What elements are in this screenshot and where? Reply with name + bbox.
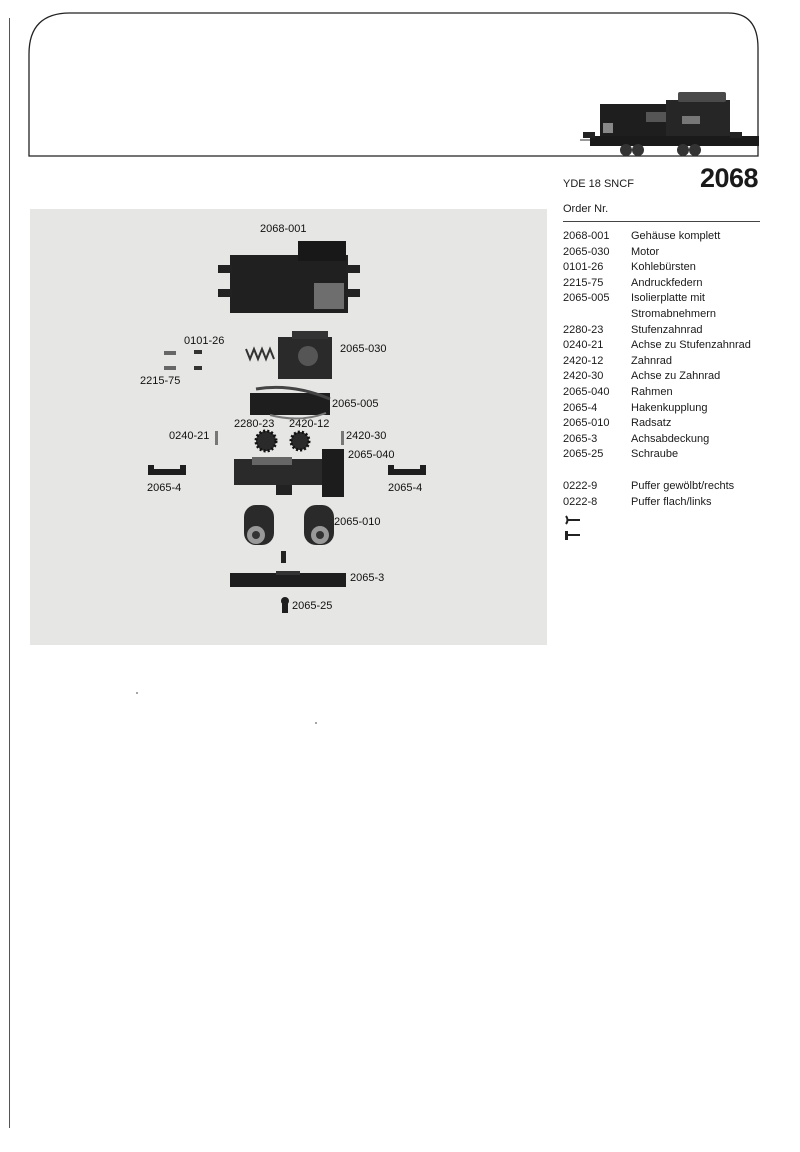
order-number-heading: Order Nr.	[563, 203, 609, 215]
callout-motor: 2065-030	[340, 343, 387, 355]
buffer-domed-icon	[566, 516, 580, 524]
part-description: Motor	[631, 245, 660, 258]
part-description: Kohlebürsten	[631, 261, 696, 274]
model-line: YDE 18 SNCF	[563, 178, 634, 190]
part-number: 0101-26	[563, 261, 604, 274]
housing-part	[218, 241, 360, 313]
callout-coupling-right: 2065-4	[388, 482, 423, 494]
callout-gear: 2420-12	[289, 418, 330, 430]
part-number: 2420-12	[563, 354, 604, 367]
callout-brushes: 0101-26	[184, 335, 225, 347]
part-number: 0222-9	[563, 479, 598, 492]
locomotive-side-icon	[580, 92, 759, 156]
parts-list-row	[563, 291, 763, 322]
binder-margin-line	[9, 18, 10, 1128]
callout-coupling-left: 2065-4	[147, 482, 182, 494]
part-number: 2420-30	[563, 370, 604, 383]
buffer-icons	[564, 515, 584, 545]
part-number: 2065-005	[563, 292, 610, 305]
parts-list-row	[563, 385, 763, 401]
scan-speck	[315, 722, 317, 724]
gear-axle-part	[341, 431, 344, 445]
parts-list-row	[563, 229, 763, 245]
parts-list-row	[563, 260, 763, 276]
parts-list-row	[563, 338, 763, 354]
part-number: 2215-75	[563, 276, 604, 289]
step-gear-axle-part	[215, 431, 218, 445]
part-description: Achsabdeckung	[631, 432, 710, 445]
parts-list-row	[563, 245, 763, 261]
part-description: Achse zu Zahnrad	[631, 370, 721, 383]
part-description: Andruckfedern	[631, 276, 703, 289]
part-number: 2065-3	[563, 432, 598, 445]
gear-part	[291, 432, 309, 450]
part-description: Schraube	[631, 448, 679, 461]
callout-springs: 2215-75	[140, 375, 181, 387]
model-number: 2068	[700, 163, 759, 193]
parts-list	[563, 229, 763, 510]
parts-list-row	[563, 276, 763, 292]
buffer-flat-icon	[565, 531, 580, 540]
part-description: Zahnrad	[631, 354, 672, 367]
motor-part	[246, 331, 332, 379]
order-heading-rule	[563, 221, 760, 222]
part-number: 0240-21	[563, 339, 604, 352]
callout-gear-axle: 2420-30	[346, 430, 387, 442]
callout-axle-cover: 2065-3	[350, 572, 385, 584]
callout-step-gear: 2280-23	[234, 418, 275, 430]
part-number: 0222-8	[563, 495, 598, 508]
callout-wheelset: 2065-010	[334, 516, 381, 528]
frame-part	[234, 449, 344, 497]
part-description: Stufenzahnrad	[631, 323, 703, 336]
part-description: Gehäuse komplett	[631, 230, 721, 242]
axle-cover-part	[230, 571, 346, 587]
part-number: 2065-25	[563, 448, 604, 461]
part-number: 2065-040	[563, 385, 610, 398]
small-screw-part	[281, 551, 286, 563]
part-number: 2065-010	[563, 417, 610, 430]
coupling-right-part	[388, 465, 426, 475]
callout-screw: 2065-25	[292, 600, 333, 612]
header-frame	[28, 12, 759, 157]
part-description: Isolierplatte mit Stromabnehmern	[631, 292, 716, 320]
callout-step-axle: 0240-21	[169, 430, 210, 442]
parts-list-row	[563, 416, 763, 432]
part-description: Puffer gewölbt/rechts	[631, 479, 735, 492]
screw-part	[281, 597, 289, 613]
parts-list-row	[563, 369, 763, 385]
part-description: Rahmen	[631, 385, 673, 398]
exploded-view-photo	[30, 209, 547, 645]
buffer-list-row	[563, 495, 763, 511]
part-description: Achse zu Stufenzahnrad	[631, 339, 751, 352]
part-description: Radsatz	[631, 417, 672, 430]
wheelset-part	[244, 505, 334, 545]
buffer-list-row	[563, 479, 763, 495]
part-number: 2068-001	[563, 230, 610, 242]
parts-list-row	[563, 447, 763, 463]
insulator-plate-part	[250, 387, 330, 418]
part-description: Puffer flach/links	[631, 495, 712, 508]
part-number: 2280-23	[563, 323, 604, 336]
coupling-left-part	[148, 465, 186, 475]
brushes-springs-part	[164, 350, 202, 370]
callout-frame: 2065-040	[348, 449, 395, 461]
scan-speck	[136, 692, 138, 694]
parts-list-row	[563, 401, 763, 417]
parts-list-row	[563, 354, 763, 370]
step-gear-part	[256, 431, 276, 451]
part-number: 2065-030	[563, 245, 610, 258]
parts-list-row	[563, 432, 763, 448]
part-number: 2065-4	[563, 401, 598, 414]
part-description: Hakenkupplung	[631, 401, 708, 414]
callout-housing: 2068-001	[260, 223, 307, 235]
callout-insulator: 2065-005	[332, 398, 379, 410]
parts-list-row	[563, 323, 763, 339]
